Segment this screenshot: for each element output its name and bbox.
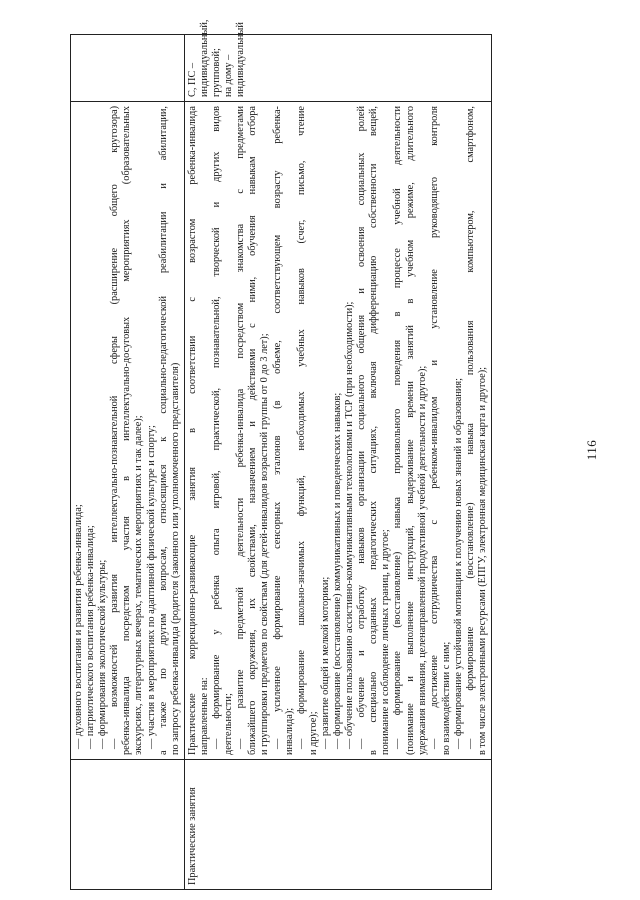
text-line: — духовного воспитания и развития ребенка-инвалида; <box>73 504 84 749</box>
text-line: — усиленное формирование сенсорных эталонов (в объеме, соответствующем возрасту ребенка- <box>271 106 283 749</box>
row2-col2 <box>184 102 491 760</box>
text-line: — патриотического воспитания ребенка-инвалида; <box>85 525 97 749</box>
text-line: инвалида); <box>283 707 295 755</box>
text-line: — формирование (восстановление) навыка произвольного поведения в процессе учебной деятельности <box>392 106 404 749</box>
text-line: ближайшего окружения, их свойствами, назначением и действиями с ними, обучения навыкам отбора <box>247 106 259 755</box>
text-line: — развитие предметной деятельности ребенка-инвалида посредством знакомства с предметами <box>235 106 247 749</box>
text-line: (понимание и выполнение инструкций, выдерживание времени занятий в учебном режиме, длительного <box>404 106 416 755</box>
table-row <box>71 35 185 890</box>
row2-col1-text: Практические занятия <box>186 787 198 885</box>
text-line: направленные на: <box>198 677 210 755</box>
services-table <box>70 19 492 890</box>
text-line: — возможностей развития интеллектуально-познавательной сферы (расширение общего кругозора) <box>109 106 121 749</box>
text-line: по запросу ребенка-инвалида (родителя (законного или уполномоченного представителя) <box>169 362 181 755</box>
text-line: и группировки предметов по свойствам (для детей-инвалидов возрастной группы от 0 до 3 лет); <box>259 333 271 755</box>
text-line: понимание и соблюдение личных границ, и другое; <box>380 529 392 755</box>
text-line: — формирование (восстановление) навыка пользования компьютером, смартфоном, <box>465 106 476 749</box>
text-line: — развитие общей и мелкой моторики; <box>319 576 331 749</box>
page-number: 116 <box>584 439 599 461</box>
text-line: — формирование школьно-значимых функций, необходимых учебных навыков (счет, письмо, чтение <box>295 106 307 749</box>
text-line: Практические коррекционно-развивающие занятия в соответствии с возрастом ребенка-инвалида <box>186 106 198 755</box>
text-line: удержания внимания, целенаправленной продуктивной учебной деятельности и другое); <box>416 365 428 755</box>
text-line: экскурсиях, литературных вечерах, тематических мероприятиях и так далее); <box>133 415 145 755</box>
text-line: а также по другим вопросам, относящимся к социально-педагогической реабилитации и абилитации, <box>157 106 169 755</box>
row1-col2 <box>71 102 185 760</box>
row1-col1 <box>71 760 185 890</box>
text-line: — формирование (восстановление) коммуникативных и поведенческих навыков; <box>331 392 343 749</box>
row1-col3 <box>71 35 185 102</box>
text-line: во взаимодействии с ним; <box>440 641 452 755</box>
text-line: — обучение и отработку навыков организации социального общения и освоения социальных ролей <box>356 106 368 749</box>
table-row <box>184 35 491 890</box>
row2-col3-text: С, ПС – индивидуальный, групповой; на дому – индивидуальный <box>186 19 247 97</box>
row2-col1 <box>184 760 491 890</box>
text-line: — участия в мероприятиях по адаптивной физической культуре и спорту; <box>145 425 157 749</box>
text-line: и другое); <box>307 711 319 755</box>
text-line: в том числе электронными ресурсами (ЕПГУ, электронная медицинская карта и другое); <box>477 366 489 755</box>
text-line: — обучение пользованию ассистивно-коммуникативными технологиями и ТСР (при необходимости); <box>344 301 356 749</box>
text-line: — формирование у ребенка опыта игровой, практической, познавательной, творческой и других видов <box>211 106 223 749</box>
text-line: в специально созданных педагогических ситуациях, включая дифференциацию собственности вещей, <box>368 106 380 755</box>
text-line: — формирование устойчивой мотивации к получению новых знаний и образования; <box>452 378 464 749</box>
text-line: — достижение сотрудничества с ребенком-инвалидом и установление руководящего контроля <box>428 106 440 749</box>
text-line: — формирования экологической культуры; <box>97 559 109 749</box>
text-line: деятельности; <box>223 693 235 755</box>
text-line: ребенка-инвалида посредством участия в интеллектуально-досуговых мероприятиях (образовательных <box>121 106 133 755</box>
row2-col3 <box>184 19 491 102</box>
